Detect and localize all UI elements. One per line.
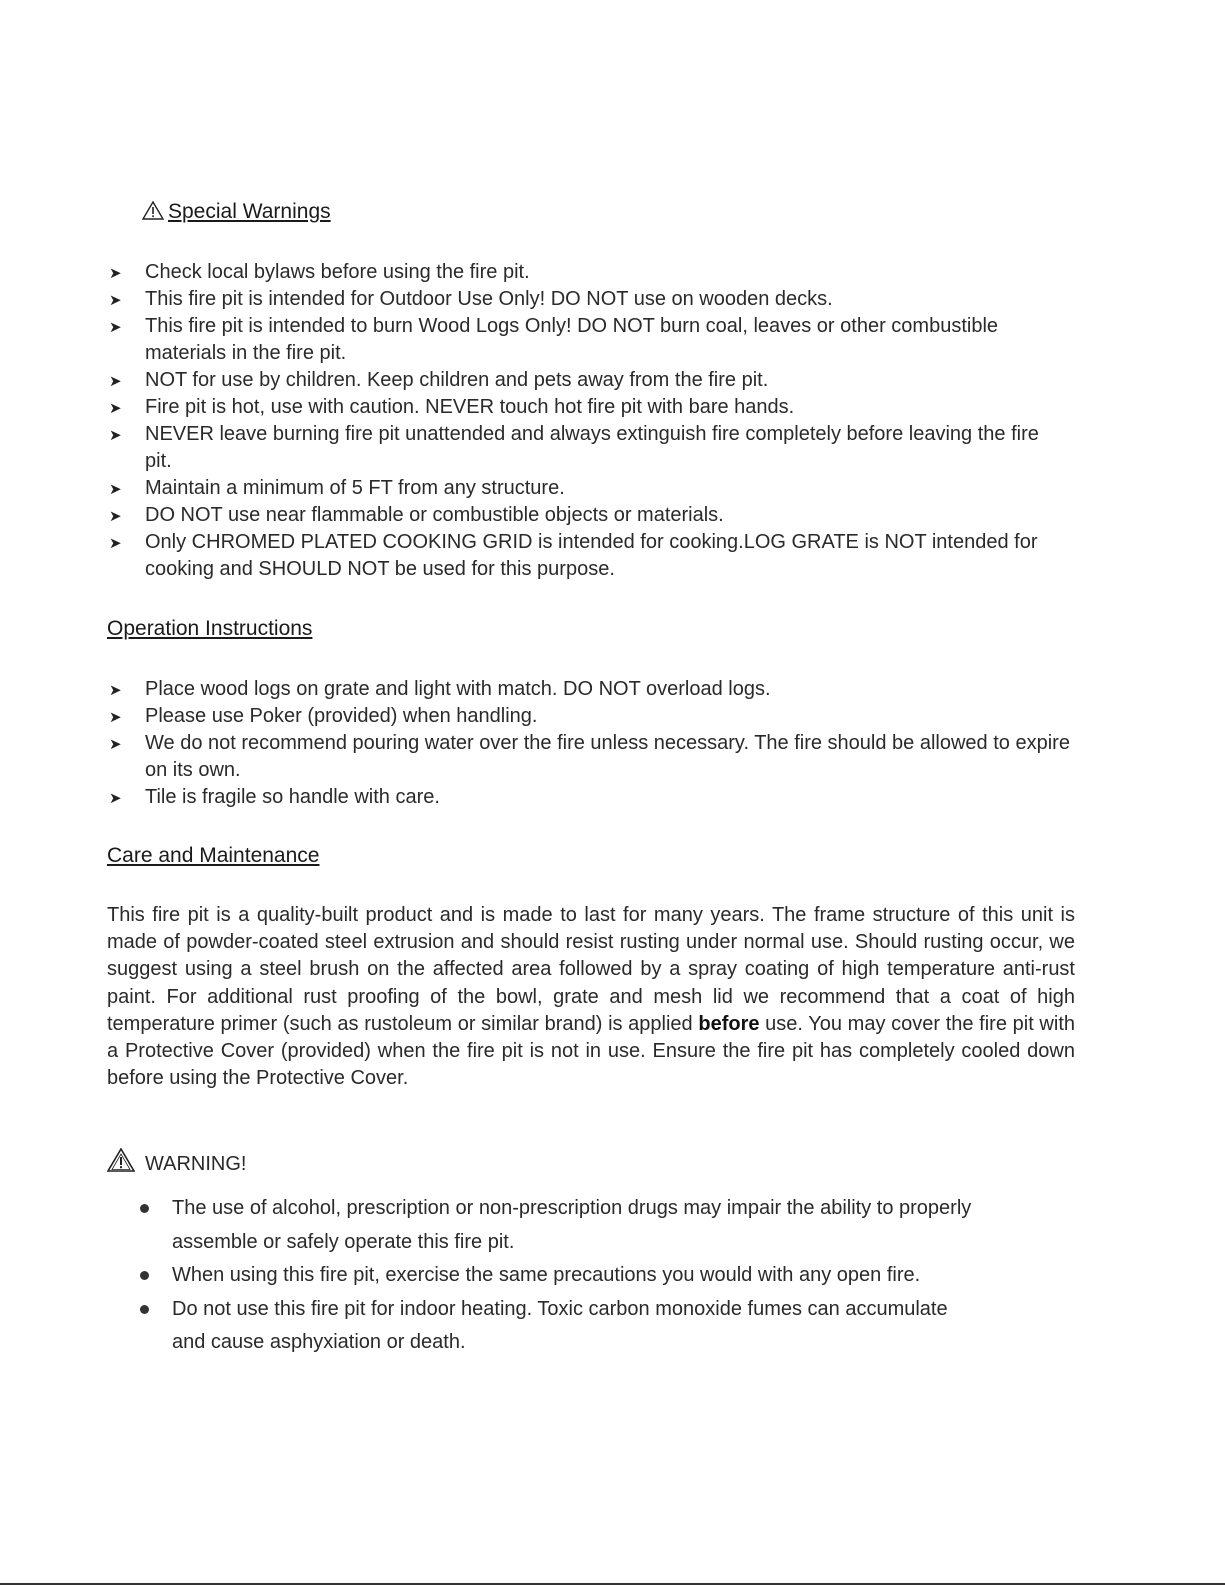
bullet-dot-icon <box>140 1204 149 1213</box>
arrowhead-bullet-icon: ➤ <box>109 319 122 336</box>
warning-triangle-icon <box>142 201 164 220</box>
warning-title: WARNING! <box>145 1153 247 1175</box>
list-item: The use of alcohol, prescription or non-prescription drugs may impair the ability to properly assemble or safely operate this fire pit. <box>138 1192 1022 1259</box>
arrowhead-bullet-icon: ➤ <box>109 535 122 552</box>
care-maintenance-heading: Care and Maintenance <box>107 844 320 867</box>
arrowhead-bullet-icon: ➤ <box>109 508 122 525</box>
list-item: ➤ Place wood logs on grate and light with match. DO NOT overload logs. <box>107 676 1107 703</box>
operation-instructions-list <box>107 676 1107 811</box>
arrowhead-bullet-icon: ➤ <box>109 265 122 282</box>
arrowhead-bullet-icon: ➤ <box>109 373 122 390</box>
list-item: ➤ NEVER leave burning fire pit unattended and always extinguish fire completely before leaving the fire pit. <box>109 423 1039 472</box>
list-item: ➤ Fire pit is hot, use with caution. NEVER touch hot fire pit with bare hands. <box>107 394 1107 421</box>
bullet-dot-icon <box>140 1271 149 1280</box>
special-warnings-list <box>107 259 1107 583</box>
list-item: ➤ Check local bylaws before using the fire pit. <box>107 259 1107 286</box>
care-maintenance-paragraph: This fire pit is a quality-built product and is made to last for many years. The frame structure of this unit is made of powder-coated steel extrusion and should resist rusting under normal use. Should rusting occur, we suggest using a steel brush on the affected area followed by a spray coating of high temperature anti-rust paint. For additional rust proofing of the bowl, grate and mesh lid we recommend that a coat of high temperature primer (such as rustoleum or similar brand) is applied before use. You may cover the fire pit with a Protective Cover (provided) when the fire pit is not in use. Ensure the fire pit has completely cooled down before using the Protective Cover. <box>107 904 1075 1090</box>
arrowhead-bullet-icon: ➤ <box>109 709 122 726</box>
arrowhead-bullet-icon: ➤ <box>109 790 122 807</box>
list-item: Do not use this fire pit for indoor heating. Toxic carbon monoxide fumes can accumulate and cause asphyxiation or death. <box>138 1293 972 1360</box>
warning-triangle-icon <box>107 1148 135 1172</box>
arrowhead-bullet-icon: ➤ <box>109 682 122 699</box>
arrowhead-bullet-icon: ➤ <box>109 427 122 444</box>
special-warnings-title: Special Warnings <box>168 200 331 223</box>
list-item: ➤ DO NOT use near flammable or combustible objects or materials. <box>107 502 1107 529</box>
list-item: When using this fire pit, exercise the same precautions you would with any open fire. <box>138 1259 1048 1293</box>
list-item: ➤ This fire pit is intended to burn Wood Logs Only! DO NOT burn coal, leaves or other combustible materials in the fire pit. <box>109 315 999 364</box>
arrowhead-bullet-icon: ➤ <box>109 400 122 417</box>
list-item: ➤ Maintain a minimum of 5 FT from any structure. <box>107 475 1107 502</box>
warning-list <box>138 1192 1048 1360</box>
list-item: ➤ We do not recommend pouring water over the fire unless necessary. The fire should be allowed to expire on its own. <box>109 732 1070 781</box>
list-item: ➤ Tile is fragile so handle with care. <box>107 784 1107 811</box>
operation-instructions-heading: Operation Instructions <box>107 617 313 640</box>
bullet-dot-icon <box>140 1305 149 1314</box>
list-item: ➤ This fire pit is intended for Outdoor Use Only! DO NOT use on wooden decks. <box>107 286 1107 313</box>
arrowhead-bullet-icon: ➤ <box>109 481 122 498</box>
warning-heading <box>107 1148 246 1176</box>
list-item: ➤ Please use Poker (provided) when handling. <box>107 703 1107 730</box>
arrowhead-bullet-icon: ➤ <box>109 292 122 309</box>
list-item: ➤ Only CHROMED PLATED COOKING GRID is intended for cooking.LOG GRATE is NOT intended for cooking and SHOULD NOT be used for this purpose. <box>109 531 1038 580</box>
arrowhead-bullet-icon: ➤ <box>109 736 122 753</box>
special-warnings-heading <box>142 200 331 224</box>
list-item: ➤ NOT for use by children. Keep children and pets away from the fire pit. <box>107 367 1107 394</box>
